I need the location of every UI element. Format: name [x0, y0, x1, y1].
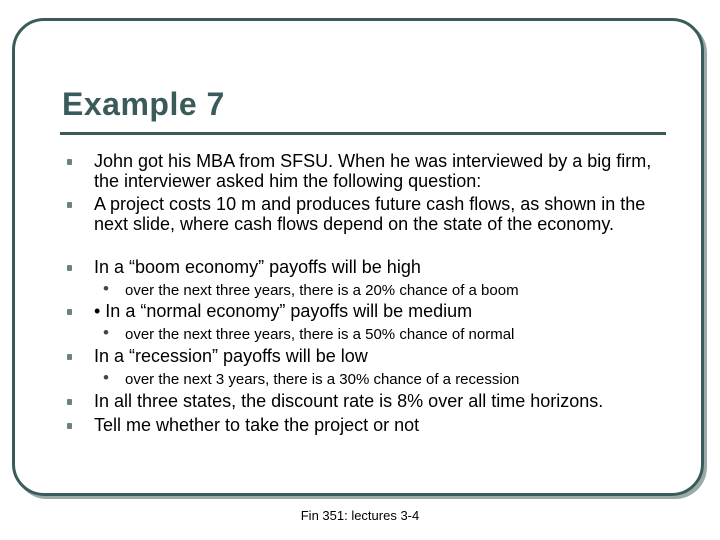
- slide-footer: Fin 351: lectures 3-4: [300, 508, 420, 523]
- square-bullet-icon: [67, 202, 72, 208]
- list-item: [94, 347, 674, 367]
- square-bullet-icon: [67, 159, 72, 165]
- list-item-text: John got his MBA from SFSU. When he was interviewed by a big firm, the interviewer asked him the following question:: [94, 151, 652, 191]
- square-bullet-icon: [67, 354, 72, 360]
- slide-title: Example 7: [62, 86, 225, 122]
- sub-list-item: [103, 323, 645, 343]
- list-item: [94, 195, 674, 234]
- square-bullet-icon: [67, 399, 72, 405]
- square-bullet-icon: [67, 423, 72, 429]
- list-item-text: In a “boom economy” payoffs will be high: [94, 257, 421, 277]
- list-item: [94, 258, 674, 278]
- list-item: [94, 152, 674, 191]
- sub-list-item-text: over the next three years, there is a 20% chance of a boom: [125, 282, 519, 299]
- round-bullet-icon: •: [103, 323, 109, 342]
- sub-list-item: [103, 368, 645, 388]
- title-divider: [60, 132, 666, 135]
- list-item-text: In a “recession” payoffs will be low: [94, 346, 368, 366]
- square-bullet-icon: [67, 309, 72, 315]
- list-item-text: Tell me whether to take the project or not: [94, 415, 420, 435]
- round-bullet-icon: •: [103, 279, 109, 298]
- list-item: [94, 392, 674, 412]
- sub-list-item: [103, 279, 645, 299]
- round-bullet-icon: •: [103, 368, 109, 387]
- list-item-text: • In a “normal economy” payoffs will be medium: [94, 301, 473, 321]
- square-bullet-icon: [67, 265, 72, 271]
- sub-list-item-text: over the next 3 years, there is a 30% chance of a recession: [125, 371, 520, 388]
- list-item-text: A project costs 10 m and produces future cash flows, as shown in the next slide, where cash flows depend on the state of the economy.: [94, 194, 646, 234]
- list-item: [94, 416, 674, 436]
- list-item-text: In all three states, the discount rate is 8% over all time horizons.: [94, 391, 604, 411]
- sub-list-item-text: over the next three years, there is a 50% chance of normal: [125, 326, 515, 343]
- list-item: [94, 302, 674, 322]
